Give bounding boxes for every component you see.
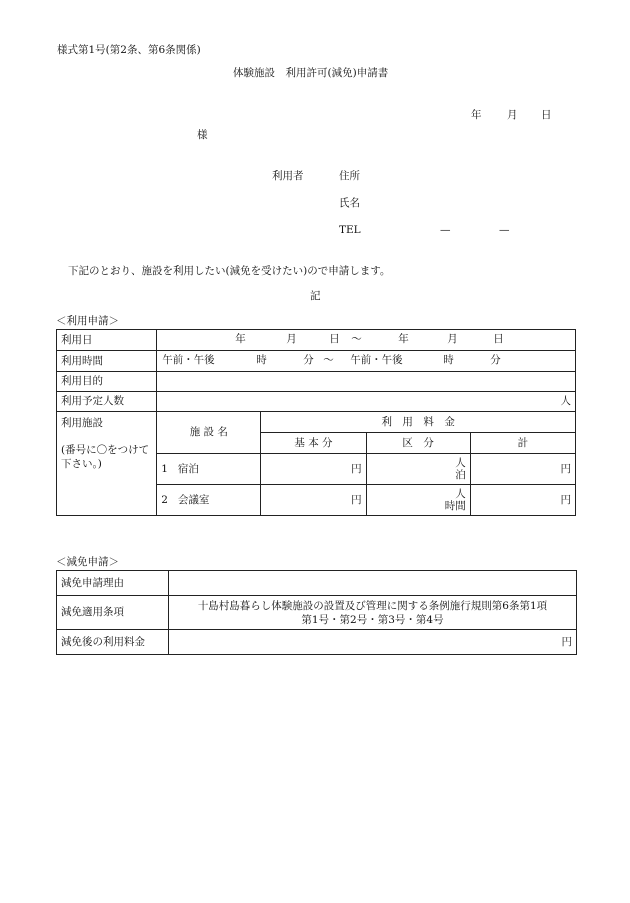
facility-row-category[interactable] (366, 454, 470, 485)
facility-row-label: 宿泊 (177, 462, 199, 475)
fee-base-header: 基 本 分 (261, 433, 366, 454)
facility-row-number: 1 (161, 462, 168, 475)
facility-row-total-yen: 円 (560, 493, 571, 506)
usage-date-year-2: 年 (398, 333, 409, 345)
usage-people-row (57, 392, 576, 412)
facility-row-base-yen: 円 (351, 493, 362, 506)
exemption-reason-field[interactable] (169, 571, 577, 596)
facility-row-name[interactable] (157, 454, 261, 485)
fee-category-header: 区 分 (366, 433, 470, 454)
usage-time-ampm-2: 午前・午後 (350, 354, 403, 366)
date-year-label: 年 (471, 109, 482, 121)
exemption-clause-line-2: 第1号・第2号・第3号・第4号 (301, 613, 444, 626)
usage-date-field[interactable] (157, 330, 576, 351)
facility-label: 利用施設 (61, 417, 103, 429)
tel-label: TEL (339, 224, 361, 236)
exemption-clause-field[interactable] (169, 596, 577, 630)
intro-text: 下記のとおり、施設を利用したい(減免を受けたい)ので申請します。 (68, 265, 391, 277)
exemption-clause-label: 減免適用条項 (57, 596, 169, 630)
tel-dash-2: — (499, 224, 510, 236)
usage-people-unit: 人 (560, 395, 571, 408)
exemption-fee-label: 減免後の利用料金 (57, 630, 169, 655)
facility-row-base-fee[interactable] (261, 454, 366, 485)
facility-row-category[interactable] (366, 485, 470, 516)
usage-purpose-label: 利用目的 (57, 372, 157, 392)
facility-row-unit-top: 人 (455, 457, 466, 469)
fee-total-header: 計 (470, 433, 575, 454)
usage-time-hour-2: 時 (443, 354, 454, 366)
facility-note: (番号に〇をつけて下さい。) (61, 443, 150, 470)
applicant-label: 利用者 (272, 170, 304, 182)
facility-header-row (57, 412, 576, 433)
usage-date-day-2: 日 (493, 333, 504, 345)
usage-table (56, 329, 576, 516)
exemption-clause-row (57, 596, 577, 630)
exemption-reason-label: 減免申請理由 (57, 571, 169, 596)
usage-people-field[interactable] (157, 392, 576, 412)
usage-date-month: 月 (286, 333, 297, 345)
facility-row-unit-bottom: 時間 (444, 500, 466, 512)
exemption-fee-field[interactable] (169, 630, 577, 655)
facility-row-total[interactable] (470, 485, 575, 516)
usage-time-field[interactable] (157, 351, 576, 372)
usage-date-tilde: ～ (351, 333, 362, 345)
usage-date-day: 日 (329, 333, 340, 345)
facility-row-total[interactable] (470, 454, 575, 485)
facility-row-name[interactable] (157, 485, 261, 516)
addressee-honorific: 様 (197, 129, 208, 141)
usage-time-minute-1: 分 (303, 354, 314, 366)
usage-time-label: 利用時間 (57, 351, 157, 372)
facility-row-unit-top: 人 (455, 488, 466, 500)
exemption-clause-line-1: 十島村島暮らし体験施設の設置及び管理に関する条例施行規則第6条第1項 (197, 599, 548, 612)
exemption-fee-row (57, 630, 577, 655)
usage-date-row (57, 330, 576, 351)
exemption-reason-row (57, 571, 577, 596)
facility-row-unit-bottom: 泊 (455, 469, 466, 481)
address-label: 住所 (339, 170, 360, 182)
exemption-fee-unit: 円 (561, 635, 572, 648)
date-month-label: 月 (507, 109, 518, 121)
usage-people-label: 利用予定人数 (57, 392, 157, 412)
usage-purpose-field[interactable] (157, 372, 576, 392)
date-day-label: 日 (541, 109, 552, 121)
document-title: 体験施設 利用許可(減免)申請書 (233, 67, 389, 79)
facility-row-base-yen: 円 (351, 462, 362, 475)
facility-row-number: 2 (161, 493, 168, 506)
fee-header: 利 用 料 金 (261, 412, 576, 433)
usage-time-hour-1: 時 (256, 354, 267, 366)
usage-section-title: ＜利用申請＞ (56, 315, 119, 327)
usage-purpose-row (57, 372, 576, 392)
usage-time-ampm-1: 午前・午後 (162, 354, 215, 366)
name-label: 氏名 (339, 197, 360, 209)
usage-date-month-2: 月 (447, 333, 458, 345)
usage-date-label: 利用日 (57, 330, 157, 351)
exemption-section-title: ＜減免申請＞ (56, 556, 119, 568)
facility-label-cell (57, 412, 157, 516)
tel-dash-1: — (440, 224, 451, 236)
usage-time-minute-2: 分 (490, 354, 501, 366)
facility-row-label: 会議室 (177, 493, 210, 506)
usage-time-tilde: ～ (323, 354, 334, 366)
usage-time-row (57, 351, 576, 372)
form-number: 様式第1号(第2条、第6条関係) (57, 44, 201, 56)
usage-date-year: 年 (235, 333, 246, 345)
facility-name-header: 施 設 名 (157, 412, 261, 454)
facility-row-base-fee[interactable] (261, 485, 366, 516)
exemption-table (56, 570, 577, 655)
facility-row-total-yen: 円 (560, 462, 571, 475)
ki-mark: 記 (310, 290, 321, 302)
